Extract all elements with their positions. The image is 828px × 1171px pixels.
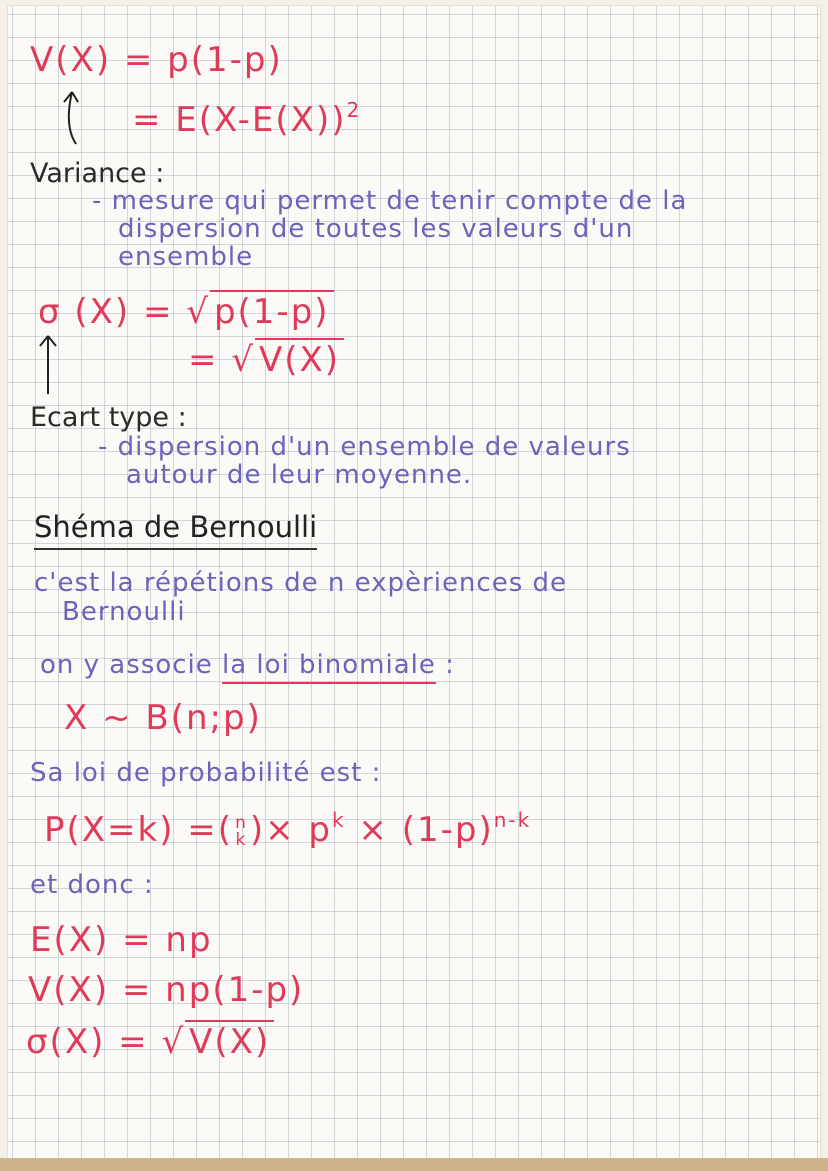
- up-arrow-icon: [58, 86, 88, 152]
- probability-formula: [44, 808, 531, 850]
- up-arrow-icon-2: [36, 330, 60, 402]
- binomial-law-underlined: la loi binomiale: [222, 650, 436, 684]
- schema-association: [40, 650, 455, 680]
- et-donc-label: et donc :: [30, 870, 154, 900]
- schema-intro-1: c'est la répétions de n expèriences de: [34, 568, 568, 598]
- ecart-type-binomial-radicand: V(X): [185, 1020, 274, 1062]
- ecart-type-def-1: - dispersion d'un ensemble de valeurs: [98, 432, 631, 462]
- probability-exponent-n-k: n-k: [493, 808, 532, 832]
- ecart-type-def-2: autour de leur moyenne.: [126, 460, 473, 490]
- sigma-formula-line1-radicand: p(1-p): [210, 290, 334, 332]
- schema-intro-2: Bernoulli: [62, 597, 186, 627]
- probability-exponent-k: k: [332, 808, 346, 832]
- binomial-bottom: k: [235, 829, 248, 850]
- association-prefix: on y associe: [40, 650, 213, 680]
- probability-formula-mid: )× p: [249, 810, 332, 850]
- association-suffix: :: [435, 650, 455, 680]
- probability-law-title: Sa loi de probabilité est :: [30, 758, 382, 788]
- probability-formula-left: P(X=k) =(: [44, 810, 234, 850]
- ecart-type-binomial-left: σ(X) = √: [26, 1022, 186, 1062]
- binomial-top: n: [235, 812, 248, 833]
- variance-binomial-formula: V(X) = np(1-p): [28, 970, 305, 1010]
- desk-edge: [0, 1158, 828, 1171]
- sigma-formula-line1-left: σ (X) = √: [38, 292, 210, 332]
- variance-formula-exponent: 2: [346, 98, 362, 122]
- variance-title: Variance :: [30, 158, 165, 189]
- schema-heading: Shéma de Bernoulli: [34, 510, 317, 550]
- probability-formula-right: × (1-p): [345, 810, 494, 850]
- sigma-formula-line1: [38, 292, 334, 332]
- variance-def-3: ensemble: [118, 242, 254, 272]
- sigma-formula-line2-radicand: V(X): [255, 338, 344, 380]
- variance-def-2: dispersion de toutes les valeurs d'un: [118, 214, 634, 244]
- sigma-formula-line2: [188, 340, 344, 380]
- sigma-formula-line2-left: = √: [188, 340, 255, 380]
- binomial-law-notation: X ~ B(n;p): [64, 698, 262, 738]
- ecart-type-title: Ecart type :: [30, 402, 187, 433]
- variance-formula-line2-text: = E(X-E(X)): [132, 100, 347, 140]
- variance-formula-line2: [132, 98, 361, 140]
- ecart-type-binomial-formula: [26, 1022, 274, 1062]
- variance-def-1: - mesure qui permet de tenir compte de la: [92, 186, 688, 216]
- variance-formula-line1: V(X) = p(1-p): [30, 40, 283, 80]
- binomial-coefficient: [235, 812, 248, 850]
- esperance-formula: E(X) = np: [30, 920, 213, 960]
